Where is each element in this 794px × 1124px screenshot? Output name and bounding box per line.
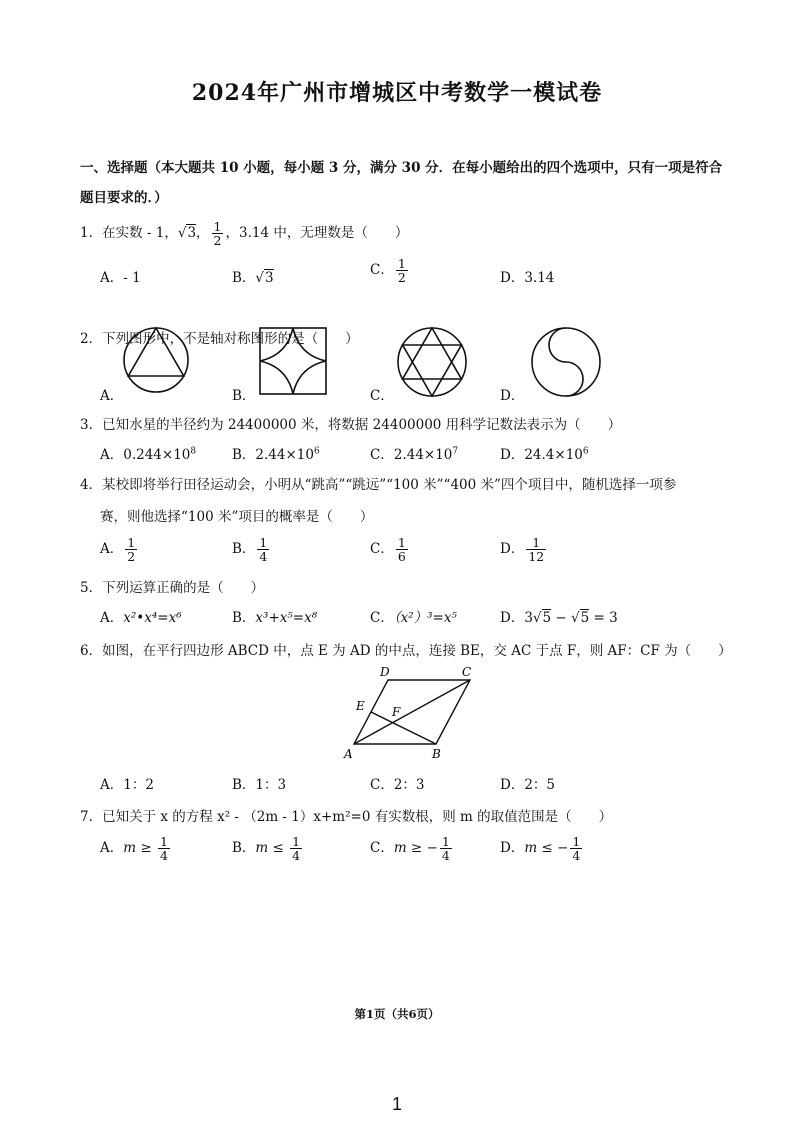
question-4-stem-line1: 4．某校即将举行田径运动会，小明从“跳高”“跳远”“100 米”“400 米”四个项目中，随机选择一项参 <box>80 477 677 493</box>
question-6-stem: 6．如图，在平行四边形 ABCD 中，点 E 为 AD 的中点，连接 BE，交 AC 于点 F，则 AF：CF 为（ ） <box>80 643 732 659</box>
question-4-option-c: C． $\frac{1}{6}$ <box>370 535 406 565</box>
question-2-option-c: C． <box>370 388 394 404</box>
question-4-stem-line2: 赛，则他选择“100 米”项目的概率是（ ） <box>100 509 374 525</box>
question-1-option-a: A．- 1 <box>100 270 141 286</box>
question-6-option-a: A．1：2 <box>100 777 154 793</box>
question-7-stem: 7．已知关于 x 的方程 x² - （2m - 1）x+m²=0 有实数根，则 m 的取值范围是（ ） <box>80 809 613 825</box>
label-a: A <box>344 747 353 761</box>
question-3-option-b: B．$2.44\times 10^6$ <box>232 446 320 463</box>
question-1-option-d: D．3.14 <box>500 270 555 286</box>
page-title: 2024年广州市增城区中考数学一模试卷 <box>191 80 603 106</box>
question-2-option-b: B． <box>232 388 256 404</box>
figure-a-circle-triangle <box>124 328 188 392</box>
figure-d-circle-s-curve <box>532 328 600 396</box>
question-3-option-d: D．$24.4\times 10^6$ <box>500 446 589 463</box>
question-2-option-a: A． <box>100 388 124 404</box>
question-5-option-d: D．3√5 − √5 = 3 <box>500 610 618 626</box>
question-7-option-b: B．m ≤ $\frac{1}{4}$ <box>232 834 301 864</box>
label-e: E <box>356 699 365 713</box>
section-heading-line1: 一、选择题（本大题共 10 小题，每小题 3 分，满分 30 分．在每小题给出的四个选项中，只有一项是符合 <box>80 160 723 176</box>
question-7-option-c: C．m ≥ − $\frac{1}{4}$ <box>370 834 450 864</box>
label-f: F <box>392 705 401 719</box>
question-5-option-a: A．x²•x⁴=x⁶ <box>100 610 182 626</box>
question-5-option-c: C．（x²）³=x⁵ <box>370 610 457 626</box>
page-number: 1 <box>391 1094 402 1114</box>
page-footer: 第1页（共6页） <box>354 1007 440 1021</box>
question-6-option-b: B．1：3 <box>232 777 287 793</box>
question-2-option-d: D． <box>500 388 525 404</box>
question-1-option-b: B．√3 <box>232 270 274 286</box>
question-3-option-a: A．$0.244\times 10^8$ <box>100 446 197 463</box>
question-5-stem: 5．下列运算正确的是（ ） <box>80 580 265 596</box>
question-2-stem: 2．下列图形中，不是轴对称图形的是（ ） <box>80 331 359 347</box>
question-6-option-d: D．2：5 <box>500 777 556 793</box>
question-1-option-c: C． $\frac{1}{2}$ <box>370 256 406 286</box>
question-4-option-d: D． $\frac{1}{12}$ <box>500 535 545 565</box>
label-d: D <box>380 665 390 679</box>
figure-b-square-star <box>260 328 326 394</box>
question-4-option-b: B． $\frac{1}{4}$ <box>232 535 268 565</box>
label-c: C <box>462 665 472 679</box>
question-6-option-c: C．2：3 <box>370 777 425 793</box>
question-5-option-b: B．x³+x⁵=x⁸ <box>232 610 318 626</box>
figure-c-circle-hexagram <box>398 328 466 396</box>
question-3-option-c: C．$2.44\times 10^7$ <box>370 446 459 463</box>
question-7-option-a: A．m ≥ $\frac{1}{4}$ <box>100 834 168 864</box>
section-heading-line2: 题目要求的．） <box>80 190 168 206</box>
label-b: B <box>432 747 441 761</box>
question-4-option-a: A． $\frac{1}{2}$ <box>100 535 136 565</box>
question-1-stem: 1．在实数 - 1，√3， $\frac{1}{2}$ ，3.14 中，无理数是（ ） <box>80 219 409 249</box>
question-7-option-d: D．m ≤ − $\frac{1}{4}$ <box>500 834 581 864</box>
question-6-parallelogram-figure <box>334 660 494 764</box>
question-3-stem: 3．已知水星的半径约为 24400000 米，将数据 24400000 用科学记数法表示为（ ） <box>80 417 622 433</box>
question-2-figures <box>120 322 700 402</box>
